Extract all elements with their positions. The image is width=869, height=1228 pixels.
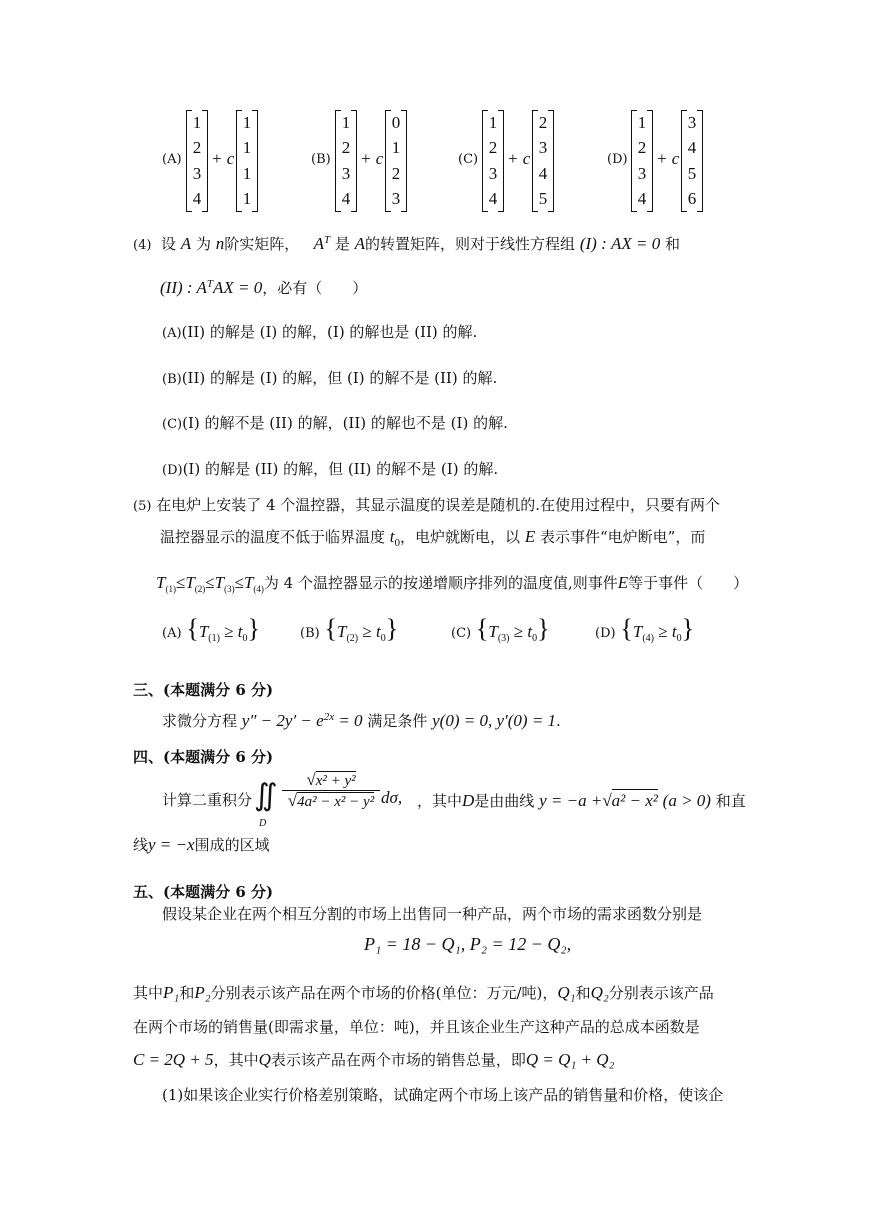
q3-option-a-vector1: 1 2 3 4 <box>186 110 208 212</box>
section-3-heading: 三、(本题满分 6 分) <box>133 681 274 699</box>
q4-option-b: (B)(II) 的解是 (I) 的解，但 (I) 的解不是 (II) 的解. <box>162 369 498 387</box>
q3-option-b-vector2: 0 1 2 3 <box>385 110 407 212</box>
q5-stem-line3: $T_{(1)}\le T_{(2)}\le T_{(3)}\le T_{(4)}$为 4 个温控器显示的按递增顺序排列的温度值,则事件E等于事件（ ） <box>156 573 749 594</box>
section-4-intro: 计算二重积分 <box>162 791 253 809</box>
q3-option-a-plus-c: + c <box>211 149 235 168</box>
q3-option-c-vector2: 2 3 4 5 <box>532 110 554 212</box>
section-4-line2: 线y = −x围成的区域 <box>133 835 270 854</box>
q3-option-b-vector1: 1 2 3 4 <box>335 110 357 212</box>
q5-stem-line2: 温控器显示的温度不低于临界温度 $t_0$，电炉就断电，以 E 表示事件“电炉断电”，而 <box>160 527 706 549</box>
demand-functions: P₁ = 18 − Q₁, P₂ = 12 − Q₂, <box>364 934 572 954</box>
q3-option-d-vector1: 1 2 3 4 <box>631 110 653 212</box>
q3-option-d-label: (D) <box>607 152 628 167</box>
integral-domain: D <box>259 818 267 829</box>
q3-option-d-vector2: 3 4 5 6 <box>681 110 703 212</box>
double-integral-sign: ∬ <box>254 779 278 812</box>
integrand-fraction: √x² + y² √4a² − x² − y² <box>282 770 380 811</box>
q4-option-d: (D)(I) 的解是 (II) 的解，但 (II) 的解不是 (I) 的解. <box>162 460 499 478</box>
section-5-heading: 五、(本题满分 6 分) <box>133 883 274 901</box>
q5-option-d: (D) $\{T_{(4)} \ge t_0\}$ <box>595 614 695 644</box>
q3-option-b-plus-c: + c <box>360 149 384 168</box>
q4-option-a: (A)(II) 的解是 (I) 的解，(I) 的解也是 (II) 的解. <box>162 323 478 341</box>
q3-option-a-vector2: 1 1 1 1 <box>236 110 258 212</box>
q3-option-b-label: (B) <box>311 152 331 167</box>
section-4-heading: 四、(本题满分 6 分) <box>133 748 274 766</box>
section-5-paragraph-3: 在两个市场的销售量(即需求量，单位：吨)，并且该企业生产这种产品的总成本函数是 <box>133 1018 700 1036</box>
q5-option-b: (B) $\{T_{(2)} \ge t_0\}$ <box>300 614 399 644</box>
section-5-paragraph-1: 假设某企业在两个相互分割的市场上出售同一种产品，两个市场的需求函数分别是 <box>162 905 703 923</box>
q4-stem-line2: (II) : $A^TAX = 0$，必有（ ） <box>160 278 368 297</box>
q3-option-a-label: (A) <box>162 152 182 167</box>
section-5-paragraph-4: C = 2Q + 5，其中Q表示该产品在两个市场的销售总量，即Q = Q₁ + Q₂ <box>133 1050 615 1069</box>
q3-option-c-vector1: 1 2 3 4 <box>482 110 504 212</box>
section-3-problem: 求微分方程 $y'' - 2y' - e^{2x} = 0$ 满足条件 y(0) = 0, y′(0) = 1. <box>162 711 561 730</box>
q3-option-c-plus-c: + c <box>507 149 531 168</box>
section-4-rest: ，其中D是由曲线 y = −a +√a² − x² (a > 0) 和直 <box>417 791 746 810</box>
q4-stem-line1: (4) 设 A 为 n阶实矩阵， $A^T$ 是 A的转置矩阵，则对于线性方程组 (I) : AX = 0 和 <box>133 234 681 253</box>
section-5-paragraph-2: 其中P₁和P₂分别表示该产品在两个市场的价格(单位：万元/吨)，Q₁和Q₂分别表示该产品 <box>133 983 714 1002</box>
q5-stem-line1: (5) 在电炉上安装了 4 个温控器，其显示温度的误差是随机的.在使用过程中，只要有两个 <box>133 496 721 514</box>
section-5-part-1: (1)如果该企业实行价格差别策略，试确定两个市场上该产品的销售量和价格，使该企 <box>162 1086 724 1104</box>
d-sigma: dσ, <box>381 788 403 807</box>
q5-option-a: (A) $\{T_{(1)} \ge t_0\}$ <box>162 614 261 644</box>
q4-option-c: (C)(I) 的解不是 (II) 的解，(II) 的解也不是 (I) 的解. <box>162 414 508 432</box>
q3-option-c-label: (C) <box>458 152 479 167</box>
q3-option-d-plus-c: + c <box>656 149 680 168</box>
q5-option-c: (C) $\{T_{(3)} \ge t_0\}$ <box>451 614 550 644</box>
